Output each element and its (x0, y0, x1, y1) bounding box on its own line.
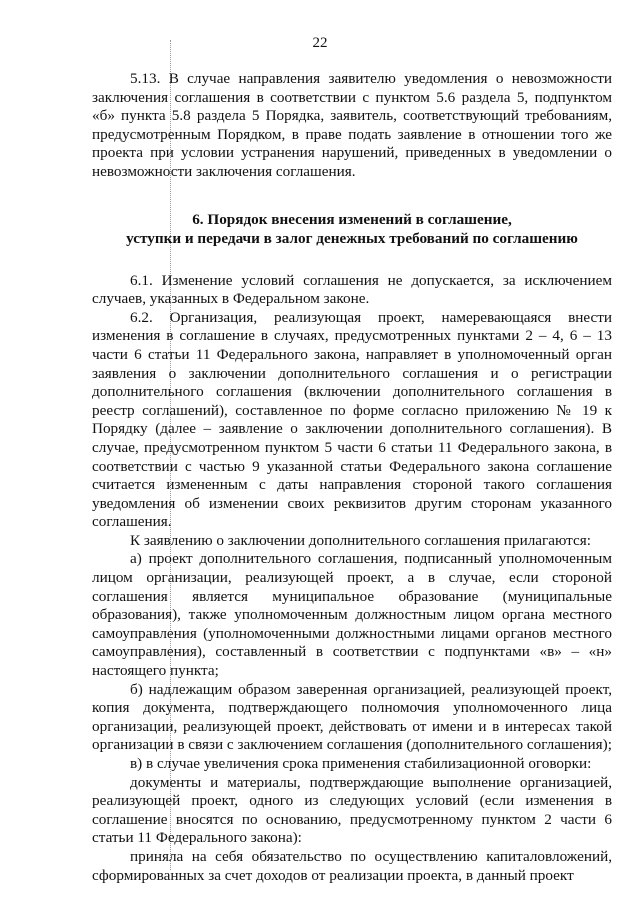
paragraph-item-v: в) в случае увеличения срока применения стабилизационной оговорки: (130, 755, 592, 772)
section-heading-line-2: уступки и передачи в залог денежных требований по соглашению (126, 229, 578, 247)
paragraph-item-b: б) надлежащим образом заверенная организацией, реализующей проект, копия документа, подтверждающего полномочия уполномоченного лица организации, реализующей проект, действовать от имени и в интересах такой организации в связи с заключением соглашения (дополнительного соглашения); (92, 680, 612, 754)
section-heading (92, 210, 612, 248)
section-heading-line-1: 6. Порядок внесения изменений в соглашение, (192, 210, 512, 228)
paragraph-item-a: а) проект дополнительного соглашения, подписанный уполномоченным лицом организации, реализующей проект, а в случае, если стороной соглашения является муниципальное образование (муниципальные образования), также уполномоченным должностным лицом органа местного самоуправления (уполномоченными должностными лицами органов местного самоуправления), составленный в соответствии с подпунктами «в» – «н» настоящего пункта; (92, 550, 612, 680)
paragraph-documents-materials: документы и материалы, подтверждающие выполнение организацией, реализующей проект, одного из следующих условий (если изменения в соглашение вносятся по основанию, предусмотренному пунктом 2 части 6 статьи 11 Федерального закона): (92, 773, 612, 847)
paragraph-6-1: 6.1. Изменение условий соглашения не допускается, за исключением случаев, указанных в Федеральном законе. (92, 271, 612, 308)
paragraph-attachments-intro: К заявлению о заключении дополнительного соглашения прилагаются: (130, 531, 591, 549)
page-number: 22 (312, 35, 328, 51)
paragraph-6-2: 6.2. Организация, реализующая проект, намеревающаяся внести изменения в соглашение в случаях, предусмотренных пунктами 2 – 4, 6 – 13 части 6 статьи 11 Федерального закона, направляет в уполномоченный орган заявления о заключении дополнительного соглашения и о регистрации дополнительного соглашения (включении дополнительного соглашения в реестр соглашений), составленное по форме согласно приложению № 19 к Порядку (далее – заявление о заключении дополнительного соглашения). В случае, предусмотренном пунктом 5 части 6 статьи 11 Федерального закона, в соответствии с частью 9 указанной статьи Федерального закона соглашение считается измененным с даты направления стороной такого соглашения уведомления об изменении своих реквизитов другим сторонам указанного соглашения. (92, 308, 612, 531)
paragraph-obligation: приняла на себя обязательство по осуществлению капиталовложений, сформированных за счет доходов от реализации проекта, в данный проект (92, 847, 612, 884)
document-body (92, 70, 612, 885)
paragraph-5-13: 5.13. В случае направления заявителю уведомления о невозможности заключения соглашения в соответствии с пунктом 5.6 раздела 5, подпунктом «б» пункта 5.8 раздела 5 Порядка, заявитель, соответствующий требованиям, предусмотренным Порядком, в праве подать заявление в отношении того же проекта при условии устранения нарушений, приведенных в уведомлении о невозможности заключения соглашения. (92, 70, 612, 180)
